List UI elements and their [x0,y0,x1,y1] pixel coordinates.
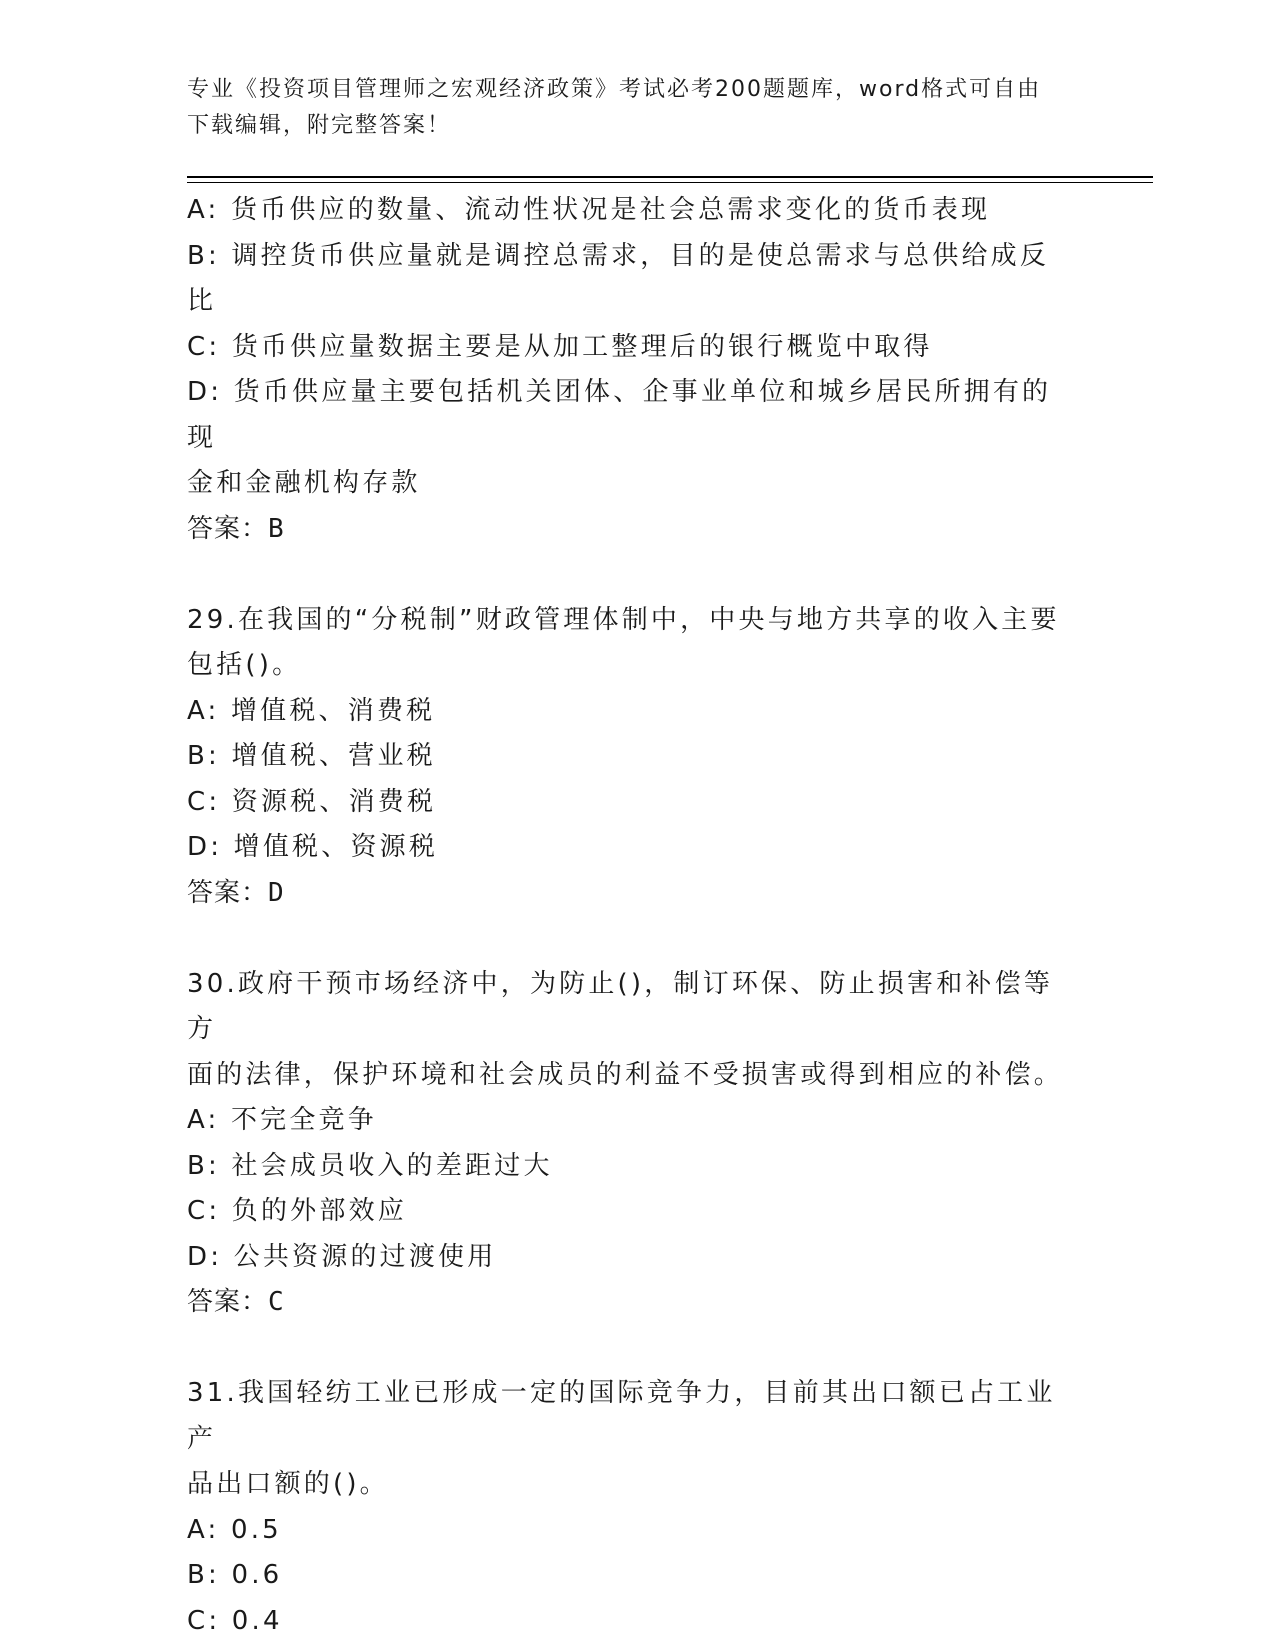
option-d: D: 公共资源的过渡使用 [187,1241,497,1272]
option-b: B: 0.6 [187,1560,283,1590]
question-stem: 29.在我国的“分税制”财政管理体制中，中央与地方共享的收入主要 [187,604,1060,635]
option-b: B: 调控货币供应量就是调控总需求，目的是使总需求与总供给成反比 [187,240,1050,316]
option-c: C: 货币供应量数据主要是从加工整理后的银行概览中取得 [187,331,933,362]
spacer [187,916,1077,962]
header-divider-thin [187,182,1153,183]
question-stem-continued: 面的法律，保护环境和社会成员的利益不受损害或得到相应的补偿。 [187,1059,1064,1090]
question-30 [187,962,1077,1326]
answer-value: B [268,513,285,544]
header-divider-thick [187,176,1153,178]
option-a: A: 不完全竞争 [187,1105,377,1135]
answer-value: D [268,877,285,908]
option-d-continued: 金和金融机构存款 [187,468,421,498]
answer-label: 答案： [187,877,269,908]
option-c: C: 资源税、消费税 [187,786,437,817]
option-d: D: 货币供应量主要包括机关团体、企事业单位和城乡居民所拥有的现 [187,377,1052,453]
spacer [187,552,1077,598]
document-header: 专业《投资项目管理师之宏观经济政策》考试必考200题题库，word格式可自由 下载编辑，附完整答案！ [187,77,1042,138]
option-c: C: 负的外部效应 [187,1196,407,1226]
answer-label: 答案： [187,1287,269,1317]
option-a: A: 0.5 [187,1514,282,1545]
answer-line [187,871,1077,917]
option-d: D: 增值税、资源税 [187,832,439,862]
option-a: A: 货币供应的数量、流动性状况是社会总需求变化的货币表现 [187,195,991,225]
question-stem-continued: 品出口额的()。 [187,1469,389,1499]
option-b: B: 社会成员收入的差距过大 [187,1150,553,1181]
answer-value: C [268,1287,285,1317]
option-b: B: 增值税、营业税 [187,741,436,771]
question-list [187,188,1077,1644]
question-28-continued [187,188,1077,552]
option-c: C: 0.4 [187,1605,283,1636]
answer-label: 答案： [187,513,269,544]
answer-line [187,1280,1077,1326]
question-stem: 31.我国轻纺工业已形成一定的国际竞争力，目前其出口额已占工业产 [187,1378,1056,1454]
question-stem-continued: 包括()。 [187,650,302,680]
question-31 [187,1371,1077,1644]
question-29 [187,598,1077,917]
answer-line [187,507,1077,553]
spacer [187,1326,1077,1372]
option-a: A: 增值税、消费税 [187,695,436,726]
question-stem: 30.政府干预市场经济中，为防止()，制订环保、防止损害和补偿等方 [187,968,1054,1044]
